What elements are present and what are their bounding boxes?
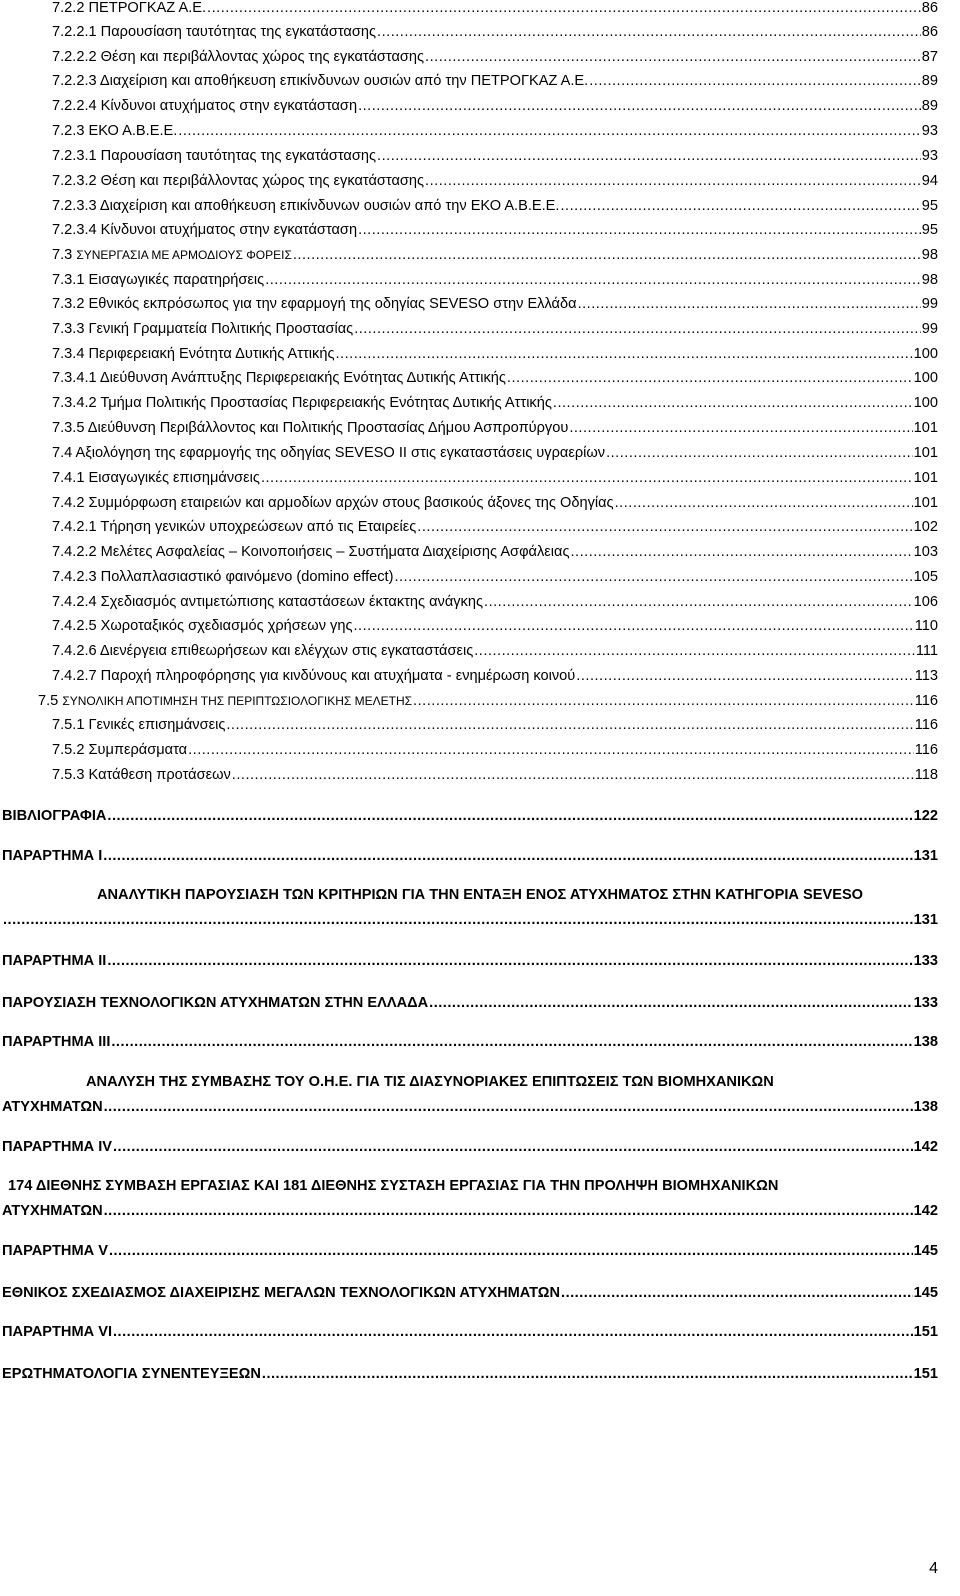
toc-entry[interactable]: [52, 591, 938, 613]
toc-leader: [377, 145, 921, 167]
toc-entry-page: 100: [913, 370, 938, 386]
toc-entry-page: 99: [921, 296, 938, 312]
toc-entry-title: 7.3.4.2 Τμήμα Πολιτικής Προστασίας Περιφερειακής Ενότητας Δυτικής Αττικής: [52, 395, 552, 411]
toc-entry-page: 95: [921, 222, 938, 238]
toc-entry-page: 116: [914, 742, 938, 758]
toc-entry-number: 7.3: [52, 247, 77, 263]
toc-leader: [265, 269, 921, 291]
toc-entry-title: 7.4.2.7 Παροχή πληροφόρησης για κινδύνους και ατυχήματα - ενημέρωση κοινού: [52, 668, 576, 684]
toc-leader: [103, 845, 912, 867]
toc-entry-title: 7.4.2.4 Σχεδιασμός αντιμετώπισης καταστάσεων έκτακτης ανάγκης: [52, 594, 484, 610]
toc-leader: [425, 46, 921, 68]
toc-leader: [3, 909, 913, 931]
toc-entry-title: ΒΙΒΛΙΟΓΡΑΦΙΑ: [2, 808, 107, 824]
toc-entry-title: ΠΑΡΑΡΤΗΜΑ V: [2, 1243, 108, 1259]
toc-appendix-5-subtitle[interactable]: [2, 1282, 938, 1304]
toc-entry-page: 133: [913, 953, 938, 969]
toc-appendix-3-subtitle[interactable]: ΑΝΑΛΥΣΗ ΤΗΣ ΣΥΜΒΑΣΗΣ ΤΟΥ Ο.Η.Ε. ΓΙΑ ΤΙΣ ΔΙΑΣΥΝΟΡΙΑΚΕΣ ΕΠΙΠΤΩΣΕΙΣ ΤΩΝ ΒΙΟΜΗΧΑΝΙΚΩΝ: [86, 1074, 774, 1090]
toc-entry-page: 145: [913, 1243, 938, 1259]
toc-entry[interactable]: [52, 95, 938, 117]
toc-entry-page: 86: [921, 24, 938, 40]
toc-entry-page: 131: [913, 912, 938, 928]
toc-entry-page: 105: [913, 569, 938, 585]
toc-appendix-4-subtitle[interactable]: 174 ΔΙΕΘΝΗΣ ΣΥΜΒΑΣΗ ΕΡΓΑΣΙΑΣ ΚΑΙ 181 ΔΙΕΘΝΗΣ ΣΥΣΤΑΣΗ ΕΡΓΑΣΙΑΣ ΓΙΑ ΤΗΝ ΠΡΟΛΗΨΗ ΒΙΟΜΗΧΑΝΙΚΩΝ: [8, 1178, 779, 1194]
toc-entry[interactable]: [52, 764, 938, 786]
toc-leader: [417, 516, 912, 538]
toc-leader: [104, 1096, 913, 1118]
toc-entry-page: 131: [913, 848, 938, 864]
toc-leader: [507, 367, 913, 389]
toc-leader: [377, 21, 921, 43]
toc-leader: [425, 170, 921, 192]
toc-entry-title: 7.5.2 Συμπεράσματα: [52, 742, 188, 758]
page-number: 4: [929, 1560, 938, 1577]
toc-entry-title: 7.4.2.1 Τήρηση γενικών υποχρεώσεων από τις Εταιρείες: [52, 519, 417, 535]
toc-entry[interactable]: [52, 392, 938, 414]
toc-entry-title: [38, 690, 412, 712]
toc-entry-page: 142: [913, 1203, 938, 1219]
toc-entry-page: 101: [913, 445, 938, 461]
toc-entry-title: 7.4.2.3 Πολλαπλασιαστικό φαινόμενο (domino effect): [52, 569, 394, 585]
toc-entry-title: 7.4.2.5 Χωροταξικός σχεδιασμός χρήσεων γης: [52, 618, 353, 634]
toc-appendix-2-subtitle[interactable]: [2, 992, 938, 1014]
toc-entry[interactable]: [38, 690, 938, 712]
toc-entry-page: 102: [913, 519, 938, 535]
toc-entry-page: 89: [921, 98, 938, 114]
toc-entry-page: 100: [913, 346, 938, 362]
toc-leader: [358, 219, 921, 241]
toc-entry[interactable]: [52, 516, 938, 538]
toc-entry-page: 118: [914, 767, 938, 783]
toc-entry[interactable]: [52, 219, 938, 241]
toc-entry-title: 7.3.2 Εθνικός εκπρόσωπος για την εφαρμογή της οδηγίας SEVESO στην Ελλάδα: [52, 296, 577, 312]
toc-entry-title: ΠΑΡΟΥΣΙΑΣΗ ΤΕΧΝΟΛΟΓΙΚΩΝ ΑΤΥΧΗΜΑΤΩΝ ΣΤΗΝ ΕΛΛΑΔΑ: [2, 995, 429, 1011]
toc-entry[interactable]: [52, 541, 938, 563]
toc-entry-title: ΠΑΡΑΡΤΗΜΑ IV: [2, 1139, 112, 1155]
toc-leader: [560, 195, 920, 217]
toc-leader: [104, 1200, 913, 1222]
toc-entry-title: ΠΑΡΑΡΤΗΜΑ II: [2, 953, 107, 969]
toc-leader: [561, 1282, 913, 1304]
toc-entry-title: 7.5.3 Κατάθεση προτάσεων: [52, 767, 231, 783]
toc-entry-title: 7.4.1 Εισαγωγικές επισημάνσεις: [52, 470, 260, 486]
toc-leader: [578, 293, 921, 315]
toc-leader: [429, 992, 913, 1014]
toc-entry-title: 7.4.2.6 Διενέργεια επιθεωρήσεων και ελέγχων στις εγκαταστάσεις: [52, 643, 474, 659]
toc-entry[interactable]: [52, 615, 938, 637]
toc-entry-page: 95: [921, 198, 938, 214]
toc-leader: [354, 318, 921, 340]
toc-leader: [178, 120, 920, 142]
toc-entry-title: 7.2.3 ΕΚΟ Α.Β.Ε.Ε.: [52, 123, 178, 139]
toc-leader: [615, 492, 913, 514]
toc-leader: [570, 541, 912, 563]
toc-appendix-1-subtitle[interactable]: ΑΝΑΛΥΤΙΚΗ ΠΑΡΟΥΣΙΑΣΗ ΤΩΝ ΚΡΙΤΗΡΙΩΝ ΓΙΑ ΤΗΝ ΕΝΤΑΞΗ ΕΝΟΣ ΑΤΥΧΗΜΑΤΟΣ ΣΤΗΝ ΚΑΤΗΓΟΡΙΑ SEVESO: [96, 887, 864, 903]
toc-entry-page: 100: [913, 395, 938, 411]
toc-leader: [484, 591, 913, 613]
toc-leader: [113, 1136, 913, 1158]
toc-leader: [474, 640, 915, 662]
toc-entry-page: 93: [921, 123, 938, 139]
toc-entry-title: 7.2.2.2 Θέση και περιβάλλοντας χώρος της εγκατάστασης: [52, 49, 425, 65]
toc-entry-title: 7.2.2.4 Κίνδυνοι ατυχήματος στην εγκατάσταση: [52, 98, 358, 114]
toc-entry-title: 7.2.3.3 Διαχείριση και αποθήκευση επικίνδυνων ουσιών από την ΕΚΟ Α.Β.Ε.Ε.: [52, 198, 560, 214]
toc-appendix-1[interactable]: [2, 845, 938, 867]
toc-entry-smallcaps: ΣΥΝΕΡΓΑΣΙΑ ΜΕ ΑΡΜΟΔΙΟΥΣ ΦΟΡΕΙΣ: [76, 248, 292, 262]
toc-leader: [188, 739, 914, 761]
toc-leader: [107, 805, 912, 827]
toc-appendix-6[interactable]: [2, 1321, 938, 1343]
toc-leader: [569, 417, 912, 439]
toc-entry[interactable]: [52, 170, 938, 192]
toc-entry-page: 151: [913, 1366, 938, 1382]
toc-appendix-4-subtitle-line2[interactable]: [2, 1200, 938, 1222]
toc-entry-page: 111: [915, 643, 938, 659]
toc-entry-title: 7.4 Αξιολόγηση της εφαρμογής της οδηγίας SEVESO II στις εγκαταστάσεις υγραερίων: [52, 445, 606, 461]
toc-leader: [262, 1363, 913, 1385]
toc-entry-title: ΑΤΥΧΗΜΑΤΩΝ: [2, 1099, 103, 1115]
toc-entry-page: 86: [921, 0, 938, 16]
toc-entry[interactable]: [52, 566, 938, 588]
toc-entry-page: 122: [913, 808, 938, 824]
toc-entry-title: 7.2.2 ΠΕΤΡΟΓΚΑΖ Α.Ε.: [52, 0, 207, 16]
toc-leader: [207, 0, 921, 19]
toc-entry-title: 7.3.3 Γενική Γραμματεία Πολιτικής Προστασίας: [52, 321, 354, 337]
toc-entry-page: 138: [913, 1034, 938, 1050]
toc-entry-page: 87: [921, 49, 938, 65]
toc-entry-title: 7.5.1 Γενικές επισημάνσεις: [52, 717, 226, 733]
toc-entry[interactable]: [52, 343, 938, 365]
toc-leader: [226, 714, 913, 736]
toc-entry-title: 7.2.2.1 Παρουσίαση ταυτότητας της εγκατάστασης: [52, 24, 377, 40]
toc-entry-page: 98: [921, 247, 938, 263]
toc-entry-page: 110: [914, 618, 938, 634]
toc-entry-title: 7.4.2 Συμμόρφωση εταιρειών και αρμοδίων αρχών στους βασικούς άξονες της Οδηγίας: [52, 495, 614, 511]
toc-entry-page: 101: [913, 495, 938, 511]
toc-bibliography[interactable]: [2, 805, 938, 827]
toc-entry-title: ΕΡΩΤΗΜΑΤΟΛΟΓΙΑ ΣΥΝΕΝΤΕΥΞΕΩΝ: [2, 1366, 261, 1382]
toc-appendix-4[interactable]: [2, 1136, 938, 1158]
toc-entry-page: 145: [913, 1285, 938, 1301]
toc-appendix-3[interactable]: [2, 1031, 938, 1053]
toc-entry[interactable]: [52, 714, 938, 736]
toc-entry[interactable]: [52, 195, 938, 217]
toc-leader: [261, 467, 913, 489]
toc-entry[interactable]: [52, 70, 938, 92]
toc-entry[interactable]: [52, 467, 938, 489]
toc-entry[interactable]: [52, 739, 938, 761]
toc-appendix-5[interactable]: [2, 1240, 938, 1262]
toc-entry-page: 89: [921, 73, 938, 89]
toc-leader: [232, 764, 914, 786]
toc-leader: [109, 1240, 913, 1262]
toc-entry[interactable]: [52, 269, 938, 291]
toc-entry[interactable]: [52, 492, 938, 514]
toc-entry[interactable]: [52, 640, 938, 662]
toc-entry[interactable]: [52, 244, 938, 266]
toc-leader: [354, 615, 914, 637]
toc-leader: [113, 1321, 913, 1343]
toc-entry[interactable]: [52, 417, 938, 439]
toc-entry[interactable]: [52, 21, 938, 43]
toc-entry-title: 7.4.2.2 Μελέτες Ασφαλείας – Κοινοποιήσεις – Συστήματα Διαχείρισης Ασφάλειας: [52, 544, 570, 560]
toc-entry-page: 113: [914, 668, 938, 684]
toc-leader: [589, 70, 921, 92]
toc-leader: [394, 566, 912, 588]
toc-entry-page: 99: [921, 321, 938, 337]
toc-entry-title: 7.2.3.1 Παρουσίαση ταυτότητας της εγκατάστασης: [52, 148, 377, 164]
toc-entry-page: 116: [914, 693, 938, 709]
toc-leader: [107, 950, 912, 972]
toc-leader: [576, 665, 913, 687]
toc-leader: [358, 95, 921, 117]
toc-entry-title: ΠΑΡΑΡΤΗΜΑ VI: [2, 1324, 112, 1340]
toc-leader: [606, 442, 913, 464]
toc-entry[interactable]: [52, 293, 938, 315]
toc-entry-page: 94: [921, 173, 938, 189]
toc-questionnaire[interactable]: [2, 1363, 938, 1385]
toc-entry-title: 7.2.3.2 Θέση και περιβάλλοντας χώρος της εγκατάστασης: [52, 173, 425, 189]
toc-entry-page: 142: [913, 1139, 938, 1155]
toc-entry-title: [52, 244, 292, 266]
toc-entry-title: ΕΘΝΙΚΟΣ ΣΧΕΔΙΑΣΜΟΣ ΔΙΑΧΕΙΡΙΣΗΣ ΜΕΓΑΛΩΝ ΤΕΧΝΟΛΟΓΙΚΩΝ ΑΤΥΧΗΜΑΤΩΝ: [2, 1285, 561, 1301]
toc-entry-page: 116: [914, 717, 938, 733]
toc-leader: [413, 690, 914, 712]
toc-entry-title: 7.3.4.1 Διεύθυνση Ανάπτυξης Περιφερειακής Ενότητας Δυτικής Αττικής: [52, 370, 506, 386]
toc-appendix-3-subtitle-line2[interactable]: [2, 1096, 938, 1118]
toc-entry[interactable]: [52, 367, 938, 389]
toc-entry[interactable]: [52, 145, 938, 167]
toc-entry-title: 7.3.1 Εισαγωγικές παρατηρήσεις: [52, 272, 265, 288]
toc-entry-title: 7.2.3.4 Κίνδυνοι ατυχήματος στην εγκατάσταση: [52, 222, 358, 238]
toc-appendix-1-subtitle-page[interactable]: [2, 909, 938, 931]
toc-leader: [293, 244, 921, 266]
toc-entry-page: 93: [921, 148, 938, 164]
toc-entry-page: 151: [913, 1324, 938, 1340]
toc-entry[interactable]: [52, 318, 938, 340]
toc-entry-number: 7.5: [38, 693, 63, 709]
toc-entry-page: 103: [913, 544, 938, 560]
toc-entry[interactable]: [52, 120, 938, 142]
toc-leader: [335, 343, 912, 365]
toc-entry-page: 138: [913, 1099, 938, 1115]
toc-entry-title: ΠΑΡΑΡΤΗΜΑ III: [2, 1034, 111, 1050]
toc-entry-title: ΠΑΡΑΡΤΗΜΑ I: [2, 848, 103, 864]
toc-entry[interactable]: [52, 0, 938, 19]
toc-entry-title: 7.3.4 Περιφερειακή Ενότητα Δυτικής Αττικής: [52, 346, 335, 362]
toc-leader: [111, 1031, 912, 1053]
toc-entry-page: 133: [913, 995, 938, 1011]
toc-entry-page: 101: [913, 470, 938, 486]
toc-leader: [553, 392, 913, 414]
toc-entry-page: 101: [913, 420, 938, 436]
toc-entry-page: 106: [913, 594, 938, 610]
toc-entry-page: 98: [921, 272, 938, 288]
toc-appendix-2[interactable]: [2, 950, 938, 972]
toc-entry-title: 7.3.5 Διεύθυνση Περιβάλλοντος και Πολιτικής Προστασίας Δήμου Ασπροπύργου: [52, 420, 569, 436]
toc-entry-title: 7.2.2.3 Διαχείριση και αποθήκευση επικίνδυνων ουσιών από την ΠΕΤΡΟΓΚΑΖ Α.Ε.: [52, 73, 589, 89]
toc-entry[interactable]: [52, 46, 938, 68]
toc-entry[interactable]: [52, 442, 938, 464]
toc-entry[interactable]: [52, 665, 938, 687]
toc-entry-title: ΑΤΥΧΗΜΑΤΩΝ: [2, 1203, 103, 1219]
toc-entry-smallcaps: ΣΥΝΟΛΙΚΗ ΑΠΟΤΙΜΗΣΗ ΤΗΣ ΠΕΡΙΠΤΩΣΙΟΛΟΓΙΚΗΣ ΜΕΛΕΤΗΣ: [62, 694, 413, 708]
